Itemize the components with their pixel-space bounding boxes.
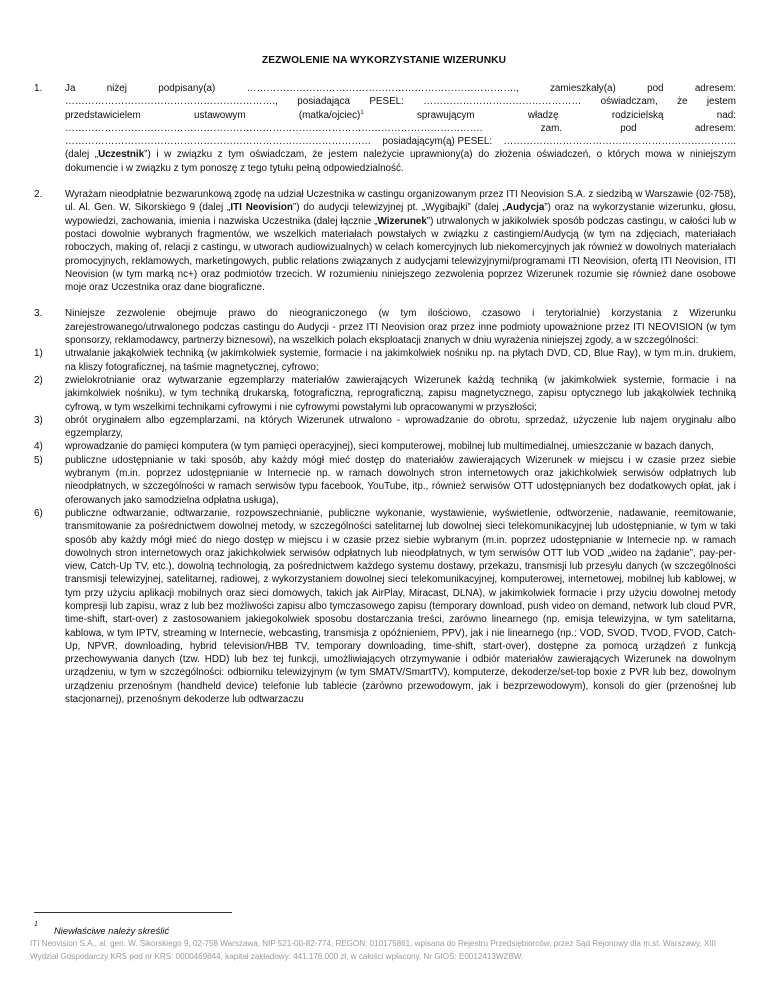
word: rodzicielską — [611, 109, 664, 121]
text-run: (dalej „ — [65, 149, 99, 161]
defined-term: Wizerunek — [377, 215, 427, 227]
word: władzę — [527, 109, 559, 121]
section-1-line-5 — [65, 135, 736, 148]
document-body — [34, 82, 736, 719]
section-1-number: 1. — [34, 83, 43, 94]
section-3-intro: Niniejsze zezwolenie obejmuje prawo do nieograniczonego (w tym ilościowo, czasowo i terytorialnie) korzystania z Wizerunku zarejestrowanego/utrwalonego podczas castingu do Audycji - przez ITI Neovision oraz przez inne podmioty upoważnione przez ITI NEOVISION (w tym sponsorzy, reklamodawcy, partnerzy biznesowi), na wszelkich polach eksploatacji znanych w dniu wyrażenia niniejszej zgody, a w szczególności: — [65, 308, 736, 347]
list-item-text: utrwalanie jakąkolwiek techniką (w jakimkolwiek systemie, formacie i na jakimkolwiek nośniku np. na płytach DVD, CD, Blue Ray), w tym m.in. drukiem, na kliszy fotograficznej, na taśmie magnetycznej, cyfrowo; — [65, 348, 736, 373]
word: przedstawicielem — [65, 109, 141, 121]
participant-address-blank-field[interactable]: ………………………………………………………………………………… — [65, 136, 372, 148]
list-item-text: wprowadzanie do pamięci komputera (w tym pamięci operacyjnej), sieci komputerowej, mobilnej lub multimedialnej, umieszczanie w bazach danych, — [65, 441, 714, 453]
word: zamieszkały(a) — [549, 83, 616, 94]
word: posiadającym(ą) PESEL: — [382, 136, 493, 148]
defined-term: Uczestnik — [98, 149, 145, 161]
section-1-line-4 — [65, 122, 736, 135]
list-item-number: 1) — [34, 348, 43, 360]
text-run: ”) utrwalonych w jakikolwiek sposób podczas castingu, w całości lub w postaci dowolnie wybranych fragmentów, we wszelkich materiałach powstałych w związku z castingiem/Audycją (w tym na zdjęciach, materiałach roboczych, making of, relacji z castingu, w utworach audiowizualnych) w celach komercyjnych lub niekomercyjnych jak również w dowolnych materiałach promocyjnych, reklamowych, marketingowych, public relations związanych z audycjami telewizyjnymi/programami ITI Neovision, ofertą ITI Neovision, ITI Neovision (w tym marką nc+) oraz podmiotów trzecich. W rozumieniu niniejszego zezwolenia poprzez Wizerunek rozumie się również dane osobowe moje oraz Uczestnika oraz dane biograficzne. — [65, 215, 736, 294]
section-2-number: 2. — [34, 189, 43, 201]
participant-blank-field[interactable]: ………………………………………………………………………………………………………………. — [65, 122, 483, 134]
section-1-line-2 — [65, 95, 736, 108]
word: Ja — [65, 83, 76, 94]
list-item-text: publiczne udostępnianie w taki sposób, aby każdy mógł mieć dostęp do materiałów zawierających Wizerunek w miejscu i w czasie przez siebie wybranym (m.in. poprzez udostępnianie w Internecie np. w ramach dowolnych stron internetowych oraz jakichkolwiek serwisów odpłatnych lub nieodpłatnych, w szczególności w ramach serwisów typu facebook, YouTube, itp., również serwisów OTT udostępnianych bez dodatkowych opłat, jak i oferowanych jako samodzielna odpłatna usługa), — [65, 454, 736, 506]
word: PESEL: — [369, 96, 404, 108]
section-3-number: 3. — [34, 308, 43, 320]
word: podpisany(a) — [158, 83, 216, 94]
word: adresem: — [694, 122, 736, 134]
list-item-text: obrót oryginałem albo egzemplarzami, na których Wizerunek utrwalono - wprowadzanie do obrotu, sprzedaż, użyczenie lub najem oryginału albo egzemplarzy, — [65, 414, 736, 440]
footnote-text: Niewłaściwe należy skreślić — [54, 925, 170, 936]
footnote-divider — [34, 912, 232, 913]
list-item — [34, 507, 736, 706]
text-run: ”) do audycji telewizyjnej pt. „Wygibajki” (dalej „ — [292, 202, 506, 214]
word: niżej — [106, 83, 127, 94]
word: ustawowym — [194, 109, 246, 121]
list-item — [34, 414, 736, 441]
footnote-mark: 1 — [34, 921, 38, 928]
word: adresem: — [694, 83, 736, 94]
list-item-number: 5) — [34, 454, 43, 466]
list-item-number: 6) — [34, 507, 43, 519]
list-item — [34, 374, 736, 414]
list-item — [34, 440, 736, 453]
text-run: ”) oraz na wykorzystanie wizerunku, głosu, wypowiedzi, zachowania, imienia i nazwiska Uczestnika (dalej łącznie „ — [65, 202, 736, 227]
text-run: ”) i w związku z tym oświadczam, że jestem należycie uprawniony(a) do złożenia oświadczeń, o których mowa w niniejszym dokumencie i w związku z tym ponoszę z tego tytułu pełną odpowiedzialność. — [65, 149, 736, 174]
footnote-reference: 1 — [360, 109, 364, 116]
text-run: Wyrażam nieodpłatnie bezwarunkową zgodę na udział Uczestnika w castingu organizowanym przez ITI Neovision S.A. z siedzibą w Warszawie (02-758), ul. Al. Gen. W. Sikorskiego 9 (dalej „ — [65, 189, 736, 214]
company-footer: ITI Neovision S.A., al. gen. W. Sikorskiego 9, 02-758 Warszawa, NIP 521-00-82-774, REGON: 010175861, wpisana do Rejestru Przedsiębiorców, przez Sąd Rejonowy dla m.st. Warszawy, XIII Wydział Gospodarczy KRS pod nr KRS: 0000469644, kapitał zakładowy: 441.176.000 zł, w całości wpłacony, Nr GIOŚ: E0012413WZBW. — [30, 939, 717, 961]
address-blank-field[interactable]: ………………………………………………………., — [65, 96, 278, 108]
list-item-number: 4) — [34, 441, 43, 453]
document-title: ZEZWOLENIE NA WYKORZYSTANIE WIZERUNKU — [261, 55, 507, 66]
word: pod — [620, 122, 637, 134]
list-item-number: 3) — [34, 414, 43, 426]
name-blank-field[interactable]: ………………………………………………………………………., — [246, 83, 519, 94]
section-3 — [34, 307, 736, 706]
section-1-line-1 — [65, 82, 736, 95]
defined-term: Audycja — [505, 202, 545, 214]
section-2 — [34, 188, 736, 294]
word: nad: — [716, 109, 736, 121]
participant-pesel-blank-field[interactable]: …………………………………………………………….. — [503, 136, 736, 148]
list-item-text: publiczne odtwarzanie, odtwarzanie, rozpowszechnianie, publiczne wykonanie, wystawienie, wyświetlenie, odtworzenie, nadawanie, reemitowanie, transmitowanie za pośrednictwem dowolnej metody, w szczególności satelitarnej lub dowolnej sieci telekomunikacyjnej lub udostępnianie, w tym w taki sposób aby każdy mógł mieć do niego dostęp w miejscu i w czasie przez siebie wybranym (m.in. poprzez udostępnianie w Internecie np. w ramach dowolnych stron internetowych oraz jakichkolwiek serwisów odpłatnych lub nieodpłatnych, w tym serwisów OTT lub VOD „wideo na żądanie”, pay-per-view, Catch-Up TV, etc.), dowolną technologią, za pośrednictwem każdego systemu dostawy, przekazu, transmisji lub przesyłu danych (w szczególności transmisji telewizyjnej, satelitarnej, radiowej, z wykorzystaniem dowolnej sieci telekomunikacyjnej, komputerowej, internetowej, mobilnej lub kablowej, w tym przy użyciu aplikacji mobilnych oraz sieci domowych, takich jak AirPlay, Miracast, DLNA), w jakimkolwiek formacie i przy użyciu dowolnej metody kompresji lub zapisu, wraz z lub bez możliwości zapisu albo tymczasowego zapisu (temporary download, push video on demand, network lub cloud PVR, time-shift, start-over) z zastosowaniem jakiegokolwiek sposobu dostarczania treści, zarówno linearnego (np. emisja telewizyjna, w tym satelitarna, kablowa, w tym IPTV, streaming w Internecie, webcasting, transmisja z opóźnieniem, PPV), jak i nie linearnego (np.: VOD, SVOD, TVOD, FVOD, Catch-Up, NPVR, downloading, hybrid television/HBB TV, temporary downloading, time-shift, start-over), dostępne za pomocą urządzeń z funkcją przechowywania danych (tzw. HDD) lub bez tej funkcji, umożliwiających otrzymywanie i odbiór materiałów zawierających Wizerunek na dowolnym urządzeniu, w tym w szczególności: odbiorniku telewizyjnym (w tym SMATV/SmartTV), komputerze, dekoderze/set-top boxie z PVR lub bez, dowolnym urządzeniu przenośnym (handheld device) telefonie lub tablecie (zarówno przewodowym, jak i bezprzewodowym), konsoli do gier (przenośnej lub stacjonarnej), przenośnym dekoderze lub odtwarzaczu — [65, 507, 736, 706]
section-1-line-3 — [65, 109, 736, 122]
section-1 — [34, 82, 736, 175]
list-item — [34, 454, 736, 507]
word: posiadająca — [297, 96, 350, 108]
section-1-text — [65, 148, 736, 175]
word: (matka/ojciec) — [298, 109, 361, 121]
word: pod — [647, 83, 664, 94]
word: zam. — [540, 122, 563, 134]
word: oświadczam, — [600, 96, 658, 108]
list-item-text: zwielokrotnianie oraz wytwarzanie egzemplarzy materiałów zawierających Wizerunek każdą techniką (w jakimkolwiek systemie, formacie i na jakimkolwiek nośniku), w tym techniką drukarską, fotograficzną, reprograficzną, zapisu magnetycznego, zapisu optycznego lub jakąkolwiek techniką cyfrową, w tym wszelkimi technikami cyfrowymi i nie cyfrowymi powstałymi lub opracowanymi w przyszłości; — [65, 374, 736, 413]
word: sprawującym — [416, 109, 475, 121]
list-item — [34, 347, 736, 374]
list-item-number: 2) — [34, 374, 43, 386]
word: że — [677, 96, 688, 108]
pesel-blank-field[interactable]: ………………………………………… — [423, 96, 582, 108]
word: jestem — [706, 96, 736, 108]
parent-role — [299, 109, 364, 122]
section-2-text — [65, 188, 736, 294]
defined-term: ITI Neovision — [230, 202, 293, 214]
